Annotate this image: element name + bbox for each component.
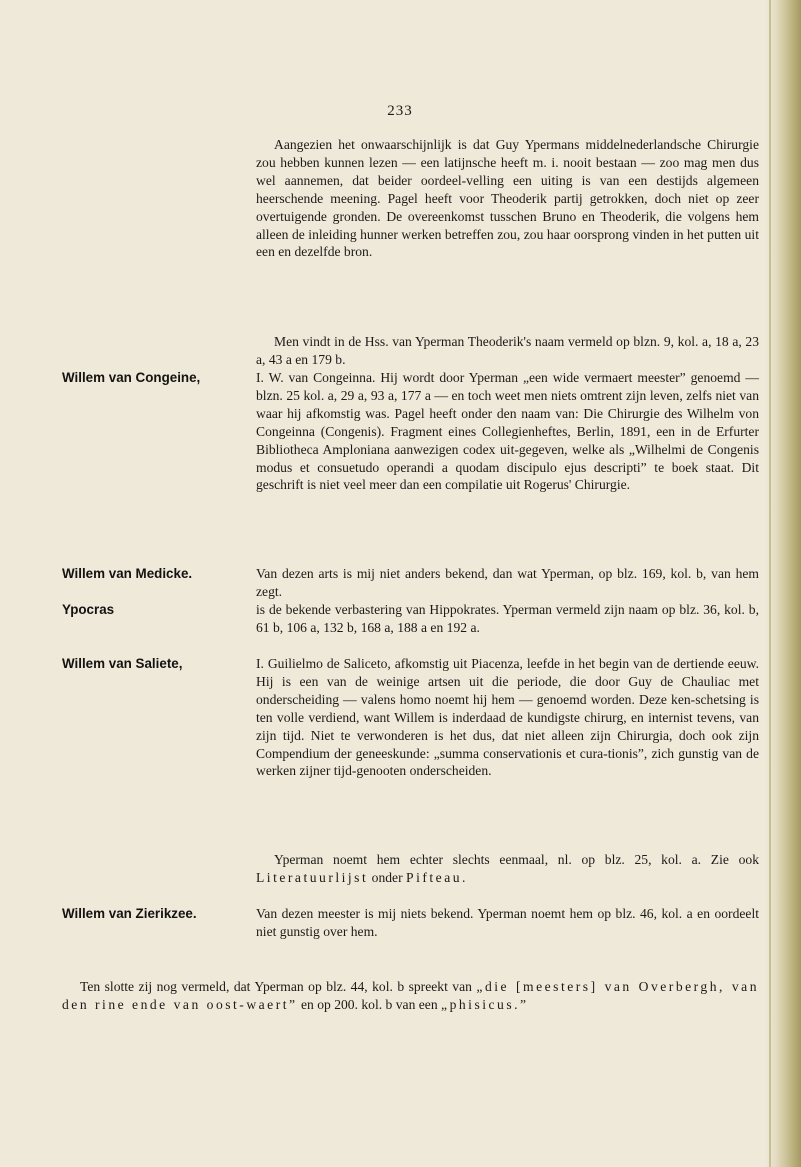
margin-head-zierikzee: Willem van Zierikzee. — [62, 906, 197, 921]
paragraph-theoderik-mentions: Men vindt in de Hss. van Yperman Theoderik's naam vermeld op blzn. 9, kol. a, 18 a, 23 a, 43 a en 179 b. — [256, 334, 759, 367]
page-gutter-line — [769, 0, 771, 1167]
phisicus-quote: „phisicus.” — [441, 996, 529, 1012]
paragraph-zierikzee: Van dezen meester is mij niets bekend. Yperman noemt hem op blz. 46, kol. a en oordeelt niet gunstig over hem. — [256, 906, 759, 939]
saliete-mention-text: Yperman noemt hem echter slechts eenmaal, nl. op blz. 25, kol. a. Zie ook — [274, 852, 759, 867]
paragraph-saliete: I. Guilielmo de Saliceto, afkomstig uit Piacenza, leefde in het begin van de dertiende eeuw. Hij is een van de weinige artsen uit die periode, die door Guy de Chauliac met onderscheiding — valens homo noemt hij hem — genoemd worden. Deze ken-schetsing is ten volle verdiend, want Willem is inderdaad de kundigste chirurg, en internist tevens, van zijn tijd. Niet te verwonderen is het dus, dat niet alleen zijn Chirurgia, doch ook zijn Compendium der geneeskunde: „summa conservationis et cura-tionis”, zich gunstig van de werken zijner tijd-genooten onderscheiden. — [256, 656, 759, 779]
margin-head-saliete: Willem van Saliete, — [62, 656, 183, 671]
paragraph-saliete-mention — [256, 851, 759, 887]
paragraph-medicke: Van dezen arts is mij niet anders bekend, dan wat Yperman, op blz. 169, kol. b, van hem zegt. — [256, 566, 759, 599]
margin-head-ypocras: Ypocras — [62, 602, 115, 617]
page-number: 233 — [387, 103, 413, 119]
paragraph-ypocras: is de bekende verbastering van Hippokrates. Yperman vermeld zijn naam op blz. 36, kol. b, 61 b, 106 a, 132 b, 168 a, 188 a en 192 a. — [256, 602, 759, 635]
margin-head-congeine: Willem van Congeine, — [62, 370, 201, 385]
onder-text: onder — [371, 869, 403, 885]
margin-head-medicke: Willem van Medicke. — [62, 566, 193, 581]
paragraph-closing — [62, 978, 759, 1014]
paragraph-congeine: I. W. van Congeinna. Hij wordt door Yperman „een wide vermaert meester” genoemd — blzn. 25 kol. a, 29 a, 93 a, 177 a — en toch weet men niets omtrent zijn leven, zelfs niet van waar hij afkomstig was. Pagel heeft onder den naam van: Die Chirurgie des Wilhelm von Congeinna (Congenis). Fragment eines Collegienheftes, Berlin, 1891, een in de Erfurter Bibliotheca Amploniana aanwezigen codex uit-gegeven, welke als „Wilhelmi de Congenis modus et consuetudo operandi a quodam discipulo ejus descripti” te boek staat. Dit geschrift is niet veel meer dan een compilatie uit Rogerus' Chirurgie. — [256, 370, 759, 493]
literatuurlijst-ref: Literatuurlijst — [256, 869, 369, 885]
paragraph-intro: Aangezien het onwaarschijnlijk is dat Guy Ypermans middelnederlandsche Chirurgie zou hebben kunnen lezen — een latijnsche heeft m. i. nooit bestaan — zoo mag men dus wel aannemen, dat beider oordeel-velling een uiting is van een destijds algemeen heerschende meening. Pagel heeft voor Theoderik partij getrokken, doch niet op zeer overtuigende gronden. De overeenkomst tusschen Bruno en Theoderik, die volgens hem alleen de inleiding hunner werken betreffen zou, zou haar oorsprong vinden in het putten uit een en dezelfde bron. — [256, 137, 759, 260]
closing-text-2: en op 200. kol. b van een — [300, 996, 438, 1012]
overbergh-quote: „die [meesters] van Overbergh, van den rine ende van oost-waert” — [62, 979, 760, 1012]
closing-text: Ten slotte zij nog vermeld, dat Yperman op blz. 44, kol. b spreekt van — [80, 979, 472, 994]
pifteau-ref: Pifteau. — [406, 869, 468, 885]
